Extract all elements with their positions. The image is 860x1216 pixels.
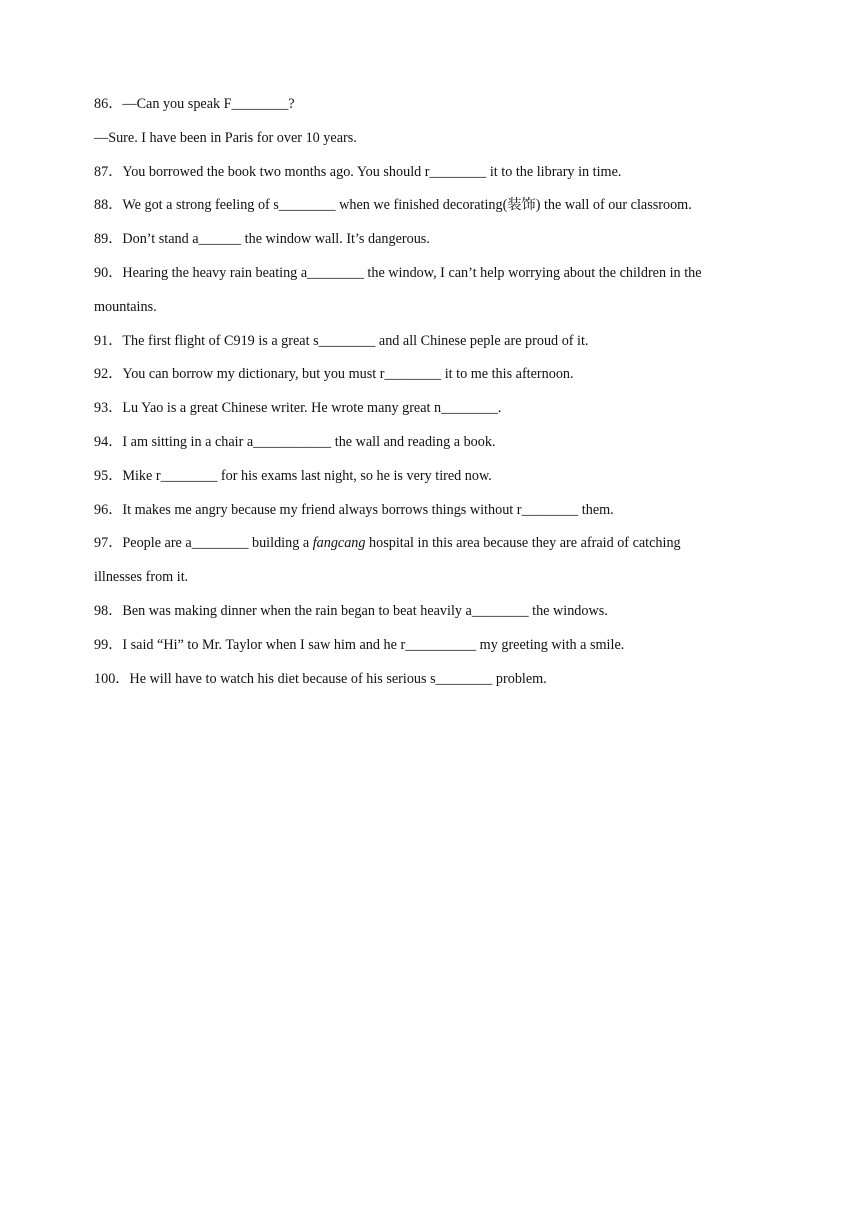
- question-94: 94．I am sitting in a chair a___________ the wall and reading a book.: [94, 433, 496, 450]
- question-86-line-2: —Sure. I have been in Paris for over 10 years.: [94, 129, 357, 146]
- question-92: 92．You can borrow my dictionary, but you must r________ it to me this afternoon.: [94, 366, 574, 383]
- question-97-line-2: illnesses from it.: [94, 569, 189, 586]
- question-91: 91．The first flight of C919 is a great s________ and all Chinese peple are proud of it.: [94, 332, 589, 349]
- question-86-line-1: 86．—Can you speak F________?: [94, 96, 295, 112]
- question-100: 100．He will have to watch his diet because of his serious s________ problem.: [94, 670, 547, 687]
- question-97-line-1: [94, 527, 754, 561]
- question-90-line-2: mountains.: [94, 298, 157, 315]
- question-87: 87．You borrowed the book two months ago. You should r________ it to the library in time.: [94, 163, 622, 180]
- question-95: 95．Mike r________ for his exams last night, so he is very tired now.: [94, 467, 492, 484]
- question-90-line-1: 90．Hearing the heavy rain beating a________ the window, I can’t help worrying about the children in the: [94, 264, 702, 281]
- question-98: 98．Ben was making dinner when the rain began to beat heavily a________ the windows.: [94, 602, 608, 619]
- question-97-text-b: hospital in this area because they are afraid of catching: [365, 535, 681, 552]
- question-97-italic-term: fangcang: [312, 535, 366, 552]
- question-88: 88．We got a strong feeling of s________ when we finished decorating(装饰) the wall of our classroom.: [94, 197, 692, 214]
- question-96: 96．It makes me angry because my friend always borrows things without r________ them.: [94, 501, 614, 518]
- question-list: [94, 88, 754, 696]
- question-97-text-a: 97．People are a________ building a: [94, 535, 313, 552]
- question-93: 93．Lu Yao is a great Chinese writer. He wrote many great n________.: [94, 400, 502, 417]
- question-99: 99．I said “Hi” to Mr. Taylor when I saw him and he r__________ my greeting with a smile.: [94, 636, 625, 653]
- question-89: 89．Don’t stand a______ the window wall. It’s dangerous.: [94, 231, 430, 248]
